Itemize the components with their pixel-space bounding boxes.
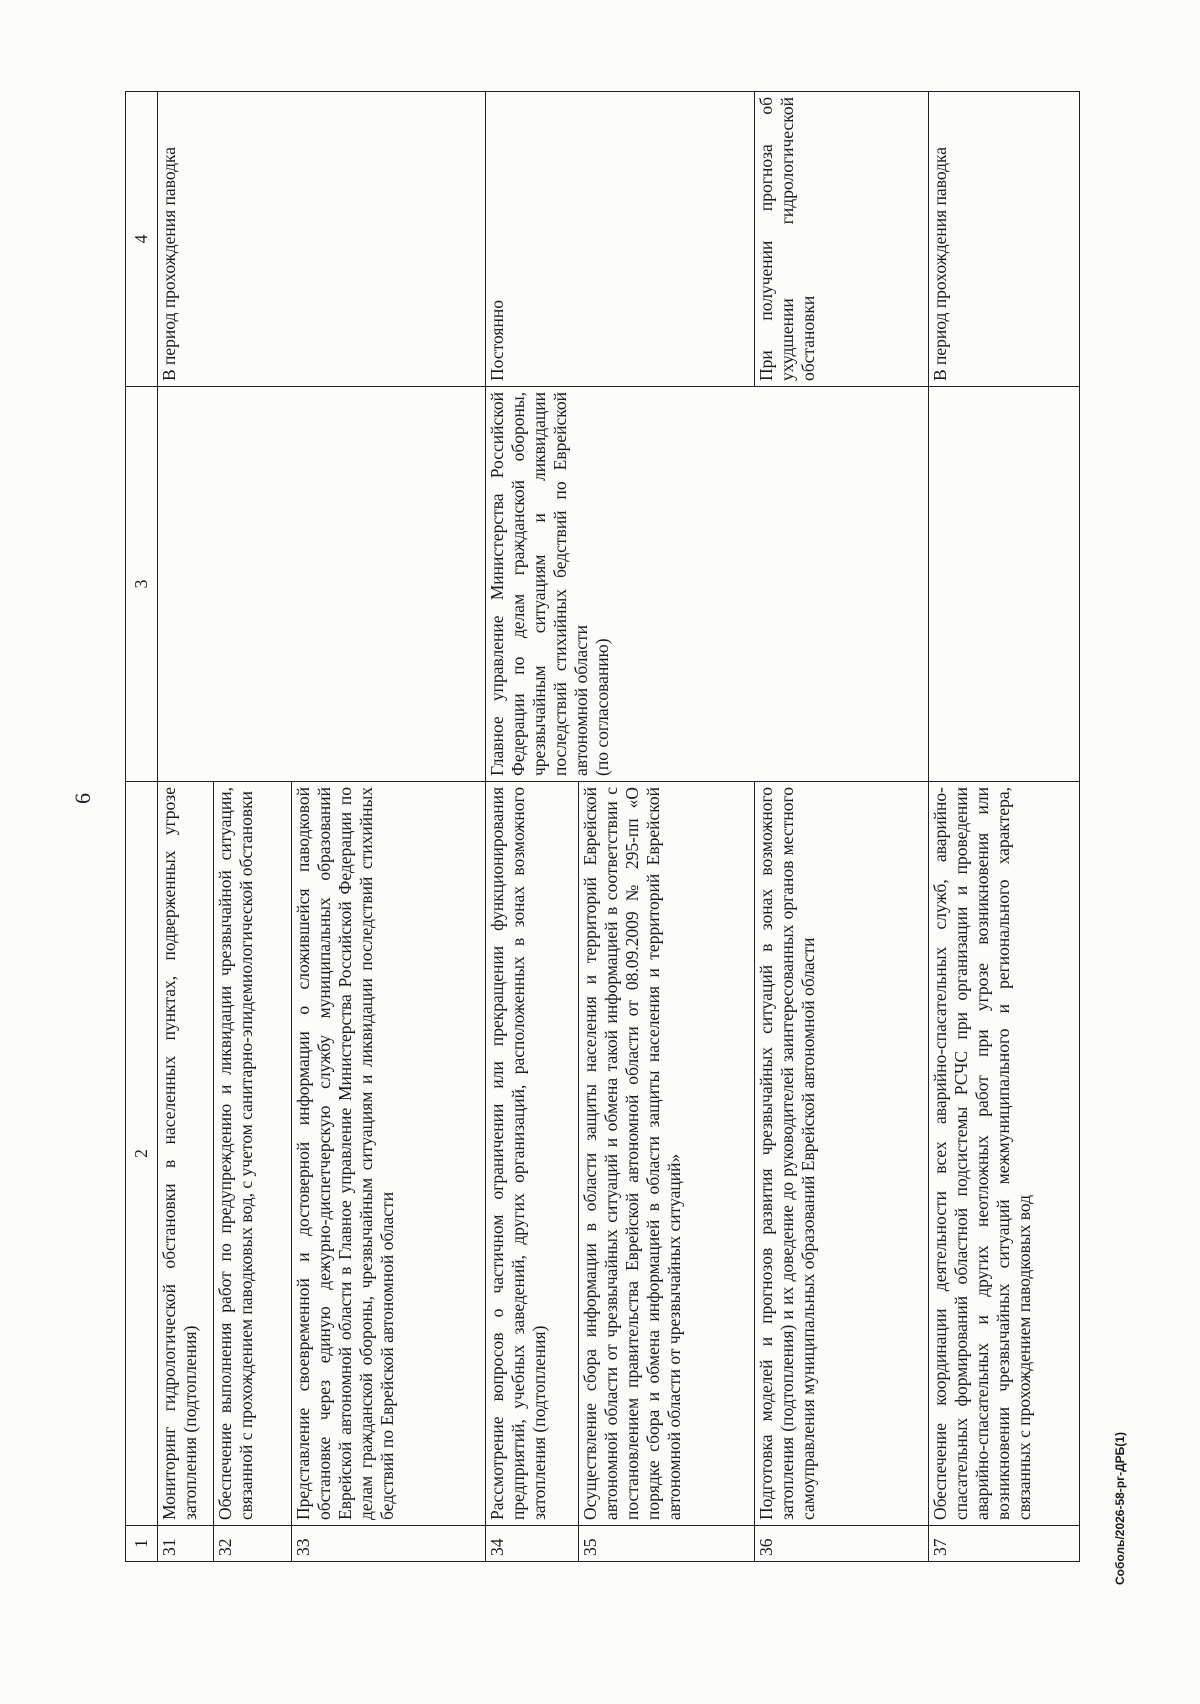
responsible-cell — [485, 387, 928, 782]
table-header-row — [126, 92, 158, 1562]
header-col-1: 1 — [126, 1526, 158, 1562]
responsible-text: Главное управление Министерства Российской Федерации по делам гражданской обороны, чрезвычайным ситуациям и ликвидации последствий стихийных бедствий по Еврейской автономной области — [486, 392, 591, 776]
header-col-2: 2 — [126, 782, 158, 1526]
term-cell: В период прохождения паводка — [928, 92, 1079, 387]
responsible-note: (по согласованию) — [591, 638, 612, 776]
page-number: 6 — [70, 793, 95, 804]
measure-text: Мониторинг гидрологической обстановки в населенных пунктах, подверженных угрозе затопления (подтопления) — [158, 782, 214, 1526]
row-number: 34 — [485, 1526, 579, 1562]
row-number: 36 — [754, 1526, 928, 1562]
measure-text: Обеспечение выполнения работ по предупреждению и ликвидации чрезвычайной ситуации, связанной с прохождением паводковых вод, с учетом санитарно-эпидемиологической обстановки — [213, 782, 291, 1526]
row-number: 31 — [158, 1526, 214, 1562]
measure-text: Рассмотрение вопросов о частичном ограничении или прекращении функционирования предприятий, учебных заведений, других организаций, расположенных в зонах возможного затопления (подтопления) — [485, 782, 579, 1526]
term-cell: В период прохождения паводка — [158, 92, 485, 387]
plan-table-rotated — [125, 92, 1080, 1562]
measure-text: Подготовка моделей и прогнозов развития чрезвычайных ситуаций в зонах возможного затопления (подтопления) и их доведение до руководителей заинтересованных органов местного самоуправления муниципальных образований Еврейской автономной области — [754, 782, 928, 1526]
responsible-cell-empty — [158, 387, 485, 782]
term-cell: Постоянно — [485, 92, 754, 387]
row-number: 37 — [928, 1526, 1079, 1562]
row-number: 35 — [579, 1526, 755, 1562]
row-number: 33 — [291, 1526, 485, 1562]
term-cell: При получении прогноза об ухудшении гидрологической обстановки — [754, 92, 928, 387]
measure-text: Осуществление сбора информации в области защиты населения и территорий Еврейской автономной области от чрезвычайных ситуаций и обмена такой информацией в соответствии с постановлением правительства Еврейской автономной области от 08.09.2009 № 295-пп «О порядке сбора и обмена информацией в области защиты населения и территорий Еврейской автономной области от чрезвычайных ситуаций» — [579, 782, 755, 1526]
table-row — [485, 92, 579, 1562]
table-row — [928, 92, 1079, 1562]
header-col-4: 4 — [126, 92, 158, 387]
measure-text: Представление своевременной и достоверной информации о сложившейся паводковой обстановке через единую дежурно-диспетчерскую службу муниципальных образований Еврейской автономной области в Главное управление Министерства Российской Федерации по делам гражданской обороны, чрезвычайным ситуациям и ликвидации последствий стихийных бедствий по Еврейской автономной области — [291, 782, 485, 1526]
measure-text: Обеспечение координации деятельности всех аварийно-спасательных служб, аварийно-спасательных формирований областной подсистемы РСЧС при организации и проведении аварийно-спасательных и других неотложных работ при угрозе возникновения или возникновении чрезвычайных ситуаций межмуниципального и регионального характера, связанных с прохождением паводковых вод — [928, 782, 1079, 1526]
plan-table — [125, 91, 1080, 1562]
row-number: 32 — [213, 1526, 291, 1562]
document-code: Соболь/2026-58-рг-ДРБ(1) — [1113, 1432, 1127, 1585]
table-row — [158, 92, 214, 1562]
responsible-cell-empty — [928, 387, 1079, 782]
header-col-3: 3 — [126, 387, 158, 782]
table-row — [754, 92, 928, 1562]
